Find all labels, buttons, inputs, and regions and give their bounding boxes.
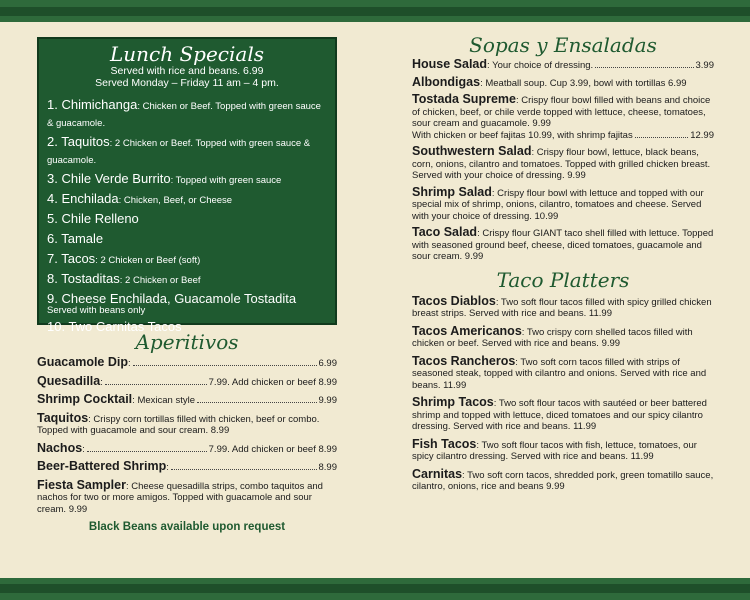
menu-item: Carnitas: Two soft corn tacos, shredded pork, green tomatillo sauce, cilantro, onions, rice and beans 9.99 <box>412 466 714 492</box>
lunch-specials-hours-line: Served Monday – Friday 11 am – 4 pm. <box>95 77 279 89</box>
menu-item: Albondigas: Meatball soup. Cup 3.99, bowl with tortillas 6.99 <box>412 74 687 89</box>
menu-item: Taquitos: Crispy corn tortillas filled with chicken, beef or combo. Topped with guacamole and sour cream. 8.99 <box>37 410 320 436</box>
menu-item: Taco Salad: Crispy flour GIANT taco shell filled with lettuce. Topped with seasoned ground beef, cheese, diced tomatoes, guacamole and sour cream. 9.99 <box>412 225 714 262</box>
menu-item: Beer-Battered Shrimp: 8.99 <box>37 461 337 473</box>
lunch-item: 5. Chile Relleno <box>47 211 139 226</box>
taco-platters-title: Taco Platters <box>496 267 630 292</box>
menu-item: Tacos Diablos: Two soft flour tacos filled with spicy grilled chicken breast strips. Served with rice and beans. 11.99 <box>412 293 712 319</box>
menu-item: Fiesta Sampler: Cheese quesadilla strips, combo taquitos and nachos for two or more amigos. Topped with guacamole and sour cream. 9.99 <box>37 477 323 515</box>
lunch-specials-box <box>37 37 337 334</box>
black-beans-note: Black Beans available upon request <box>88 521 286 533</box>
menu-item: Shrimp Cocktail: Mexican style 9.99 <box>37 394 337 406</box>
lunch-item: 1. Chimichanga: Chicken or Beef. Topped with green sauce & guacamole. <box>47 97 321 129</box>
right-column <box>412 34 714 499</box>
sopas-list <box>412 59 714 263</box>
menu-item: Tacos Rancheros: Two soft corn tacos filled with strips of seasoned steak, topped with cilantro and onions. Served with rice and beans. 11.99 <box>412 353 707 391</box>
lunch-item: 6. Tamale <box>47 231 104 246</box>
lunch-specials-list <box>47 97 327 336</box>
lunch-item: 7. Tacos: 2 Chicken or Beef (soft) <box>47 251 201 266</box>
aperitivos-title: Aperitivos <box>135 330 239 354</box>
top-border-inner-stripe <box>0 7 750 16</box>
menu-item: Fish Tacos: Two soft flour tacos with fish, lettuce, tomatoes, our spicy cilantro dressing. Served with rice and beans. 11.99 <box>412 436 697 462</box>
menu-item: Shrimp Tacos: Two soft flour tacos with sautéed or beer battered shrimp and topped with lettuce, diced tomatoes and our spicy cilantro dressing. Served with rice and beans. 11.99 <box>412 395 707 432</box>
top-border-bar <box>0 0 750 22</box>
bottom-border-bar <box>0 578 750 600</box>
menu-item: Tacos Americanos: Two crispy corn shelled tacos filled with chicken or beef. Served with rice and beans. 9.99 <box>412 323 693 349</box>
aperitivos-list <box>37 357 337 515</box>
lunch-specials-price-line: Served with rice and beans. 6.99 <box>110 65 264 77</box>
menu-item: House Salad: Your choice of dressing. 3.99 <box>412 59 714 71</box>
lunch-item: 10. Two Carnitas Tacos <box>47 319 182 334</box>
menu-item: Quesadilla: 7.99. Add chicken or beef 8.99 <box>37 375 337 388</box>
menu-item: Tostada Supreme: Crispy flour bowl filled with beans and choice of chicken, beef, or chile verde topped with lettuce, cheese, tomatoes, sour cream and guacamole. 9.99 With chicken or beef fajitas 10.99, with shrimp fajitas 12.99 <box>412 92 714 141</box>
menu-item: Guacamole Dip: 6.99 <box>37 357 337 369</box>
lunch-item: 4. Enchilada: Chicken, Beef, or Cheese <box>47 191 233 206</box>
lunch-item: 2. Taquitos: 2 Chicken or Beef. Topped with green sauce & guacamole. <box>47 134 311 166</box>
lunch-specials-title: Lunch Specials <box>109 42 264 66</box>
sopas-section <box>412 34 714 263</box>
menu-item: Southwestern Salad: Crispy flour bowl, lettuce, black beans, corn, onions, cilantro and tomatoes. Topped with grilled chicken breast. Served with your choice of dressing. 9.99 <box>412 144 711 181</box>
sopas-title: Sopas y Ensaladas <box>469 33 657 57</box>
lunch-item: 3. Chile Verde Burrito: Topped with green sauce <box>47 171 282 186</box>
menu-item: Shrimp Salad: Crispy flour bowl with lettuce and topped with our special mix of shrimp, onions, cilantro, tomatoes and cheese. Served with your choice of dressing. 10.99 <box>412 184 704 222</box>
menu-item: Nachos: 7.99. Add chicken or beef 8.99 <box>37 442 337 455</box>
left-column <box>37 37 337 533</box>
taco-platters-list <box>412 293 714 493</box>
taco-platters-section <box>412 269 714 493</box>
bottom-border-inner-stripe <box>0 584 750 593</box>
lunch-item: 8. Tostaditas: 2 Chicken or Beef <box>47 271 201 286</box>
aperitivos-section <box>37 331 337 533</box>
lunch-item: 9. Cheese Enchilada, Guacamole Tostadita Served with beans only <box>47 291 297 316</box>
